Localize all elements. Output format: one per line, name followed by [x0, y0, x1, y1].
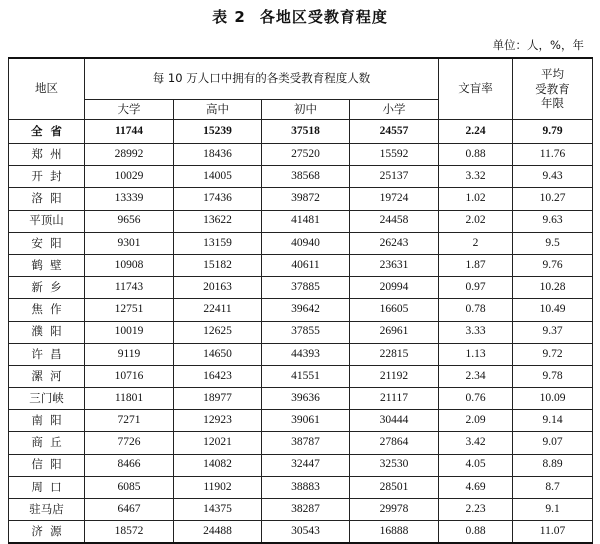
table-row [9, 166, 593, 188]
cell-university: 10716 [85, 365, 174, 387]
cell-average-years: 10.27 [513, 188, 593, 210]
cell-junior-high: 40611 [262, 254, 350, 276]
cell-average-years: 9.79 [513, 120, 593, 144]
cell-primary: 16605 [350, 299, 439, 321]
cell-junior-high: 39642 [262, 299, 350, 321]
cell-average-years: 10.09 [513, 388, 593, 410]
cell-region: 信 阳 [9, 454, 85, 476]
cell-average-years: 9.72 [513, 343, 593, 365]
cell-university: 6467 [85, 499, 174, 521]
header-population-per-100k: 每 10 万人口中拥有的各类受教育程度人数 [85, 58, 439, 100]
cell-junior-high: 40940 [262, 232, 350, 254]
cell-university: 12751 [85, 299, 174, 321]
cell-region: 鹤 壁 [9, 254, 85, 276]
table-row [9, 144, 593, 166]
cell-junior-high: 30543 [262, 521, 350, 544]
cell-region: 郑 州 [9, 144, 85, 166]
cell-junior-high: 37855 [262, 321, 350, 343]
cell-average-years: 11.76 [513, 144, 593, 166]
cell-high-school: 12021 [174, 432, 262, 454]
header-junior-high: 初中 [262, 100, 350, 120]
cell-junior-high: 38787 [262, 432, 350, 454]
cell-high-school: 13159 [174, 232, 262, 254]
cell-average-years: 9.63 [513, 210, 593, 232]
cell-university: 7271 [85, 410, 174, 432]
header-university: 大学 [85, 100, 174, 120]
cell-junior-high: 41481 [262, 210, 350, 232]
cell-university: 10908 [85, 254, 174, 276]
cell-illiteracy-rate: 3.32 [439, 166, 513, 188]
cell-junior-high: 38287 [262, 499, 350, 521]
cell-high-school: 13622 [174, 210, 262, 232]
cell-illiteracy-rate: 1.87 [439, 254, 513, 276]
cell-primary: 26243 [350, 232, 439, 254]
cell-region: 商 丘 [9, 432, 85, 454]
cell-illiteracy-rate: 0.97 [439, 277, 513, 299]
cell-average-years: 9.37 [513, 321, 593, 343]
cell-region: 焦 作 [9, 299, 85, 321]
cell-university: 18572 [85, 521, 174, 544]
cell-junior-high: 44393 [262, 343, 350, 365]
cell-primary: 22815 [350, 343, 439, 365]
cell-illiteracy-rate: 2.34 [439, 365, 513, 387]
cell-junior-high: 27520 [262, 144, 350, 166]
cell-illiteracy-rate: 2.02 [439, 210, 513, 232]
cell-junior-high: 37885 [262, 277, 350, 299]
cell-primary: 15592 [350, 144, 439, 166]
cell-average-years: 8.7 [513, 476, 593, 498]
cell-average-years: 10.49 [513, 299, 593, 321]
cell-region: 新 乡 [9, 277, 85, 299]
cell-primary: 32530 [350, 454, 439, 476]
cell-high-school: 14375 [174, 499, 262, 521]
cell-illiteracy-rate: 3.33 [439, 321, 513, 343]
cell-average-years: 10.28 [513, 277, 593, 299]
cell-university: 8466 [85, 454, 174, 476]
cell-illiteracy-rate: 2.23 [439, 499, 513, 521]
table-row [9, 343, 593, 365]
cell-primary: 28501 [350, 476, 439, 498]
cell-illiteracy-rate: 0.88 [439, 144, 513, 166]
table-row [9, 521, 593, 544]
cell-junior-high: 32447 [262, 454, 350, 476]
cell-junior-high: 38883 [262, 476, 350, 498]
header-region: 地区 [9, 58, 85, 120]
cell-junior-high: 41551 [262, 365, 350, 387]
cell-university: 13339 [85, 188, 174, 210]
cell-primary: 16888 [350, 521, 439, 544]
cell-university: 11801 [85, 388, 174, 410]
cell-high-school: 14650 [174, 343, 262, 365]
cell-region: 许 昌 [9, 343, 85, 365]
cell-illiteracy-rate: 4.69 [439, 476, 513, 498]
cell-primary: 21117 [350, 388, 439, 410]
table-row [9, 277, 593, 299]
unit-note: 单位：人，%，年 [492, 38, 584, 52]
cell-primary: 27864 [350, 432, 439, 454]
cell-high-school: 24488 [174, 521, 262, 544]
cell-region: 周 口 [9, 476, 85, 498]
cell-high-school: 16423 [174, 365, 262, 387]
table-row [9, 499, 593, 521]
table-title [0, 6, 600, 27]
cell-high-school: 14082 [174, 454, 262, 476]
cell-average-years: 9.76 [513, 254, 593, 276]
cell-primary: 24557 [350, 120, 439, 144]
cell-high-school: 22411 [174, 299, 262, 321]
cell-region: 济 源 [9, 521, 85, 544]
cell-university: 7726 [85, 432, 174, 454]
cell-junior-high: 39061 [262, 410, 350, 432]
cell-primary: 21192 [350, 365, 439, 387]
cell-high-school: 15182 [174, 254, 262, 276]
cell-region: 全省 [9, 120, 85, 144]
cell-high-school: 11902 [174, 476, 262, 498]
cell-high-school: 20163 [174, 277, 262, 299]
table-row [9, 454, 593, 476]
cell-high-school: 12923 [174, 410, 262, 432]
cell-average-years: 9.14 [513, 410, 593, 432]
cell-high-school: 12625 [174, 321, 262, 343]
cell-illiteracy-rate: 2.09 [439, 410, 513, 432]
cell-region: 平顶山 [9, 210, 85, 232]
cell-illiteracy-rate: 1.13 [439, 343, 513, 365]
cell-average-years: 9.1 [513, 499, 593, 521]
table-row [9, 410, 593, 432]
cell-junior-high: 39636 [262, 388, 350, 410]
cell-junior-high: 37518 [262, 120, 350, 144]
cell-primary: 24458 [350, 210, 439, 232]
cell-primary: 20994 [350, 277, 439, 299]
table-row [9, 188, 593, 210]
header-years-line: 平均 [541, 67, 565, 82]
cell-region: 驻马店 [9, 499, 85, 521]
cell-university: 10029 [85, 166, 174, 188]
cell-average-years: 9.78 [513, 365, 593, 387]
cell-illiteracy-rate: 4.05 [439, 454, 513, 476]
cell-illiteracy-rate: 1.02 [439, 188, 513, 210]
cell-average-years: 9.43 [513, 166, 593, 188]
cell-average-years: 11.07 [513, 521, 593, 544]
cell-illiteracy-rate: 0.76 [439, 388, 513, 410]
cell-university: 11744 [85, 120, 174, 144]
table-row [9, 476, 593, 498]
table-row [9, 232, 593, 254]
header-primary: 小学 [350, 100, 439, 120]
table-row [9, 432, 593, 454]
cell-illiteracy-rate: 0.88 [439, 521, 513, 544]
table-row-total [9, 120, 593, 144]
cell-region: 开 封 [9, 166, 85, 188]
table-row [9, 321, 593, 343]
cell-university: 11743 [85, 277, 174, 299]
table-row [9, 254, 593, 276]
cell-region: 漯 河 [9, 365, 85, 387]
header-illiteracy-rate: 文盲率 [439, 58, 513, 120]
header-years-line: 受教育 [535, 81, 570, 96]
cell-primary: 29978 [350, 499, 439, 521]
cell-university: 28992 [85, 144, 174, 166]
header-years-line: 年限 [541, 96, 565, 111]
cell-high-school: 15239 [174, 120, 262, 144]
cell-university: 6085 [85, 476, 174, 498]
header-high-school: 高中 [174, 100, 262, 120]
cell-region: 安 阳 [9, 232, 85, 254]
cell-primary: 23631 [350, 254, 439, 276]
header-average-years [513, 58, 593, 120]
cell-high-school: 17436 [174, 188, 262, 210]
cell-primary: 30444 [350, 410, 439, 432]
cell-high-school: 18436 [174, 144, 262, 166]
cell-average-years: 8.89 [513, 454, 593, 476]
table-row [9, 210, 593, 232]
table-row [9, 388, 593, 410]
cell-illiteracy-rate: 2.24 [439, 120, 513, 144]
cell-high-school: 18977 [174, 388, 262, 410]
table-number: 表 2 [212, 8, 246, 26]
cell-university: 9301 [85, 232, 174, 254]
cell-university: 9119 [85, 343, 174, 365]
cell-region: 濮 阳 [9, 321, 85, 343]
table-row [9, 299, 593, 321]
cell-primary: 26961 [350, 321, 439, 343]
cell-primary: 19724 [350, 188, 439, 210]
cell-high-school: 14005 [174, 166, 262, 188]
cell-illiteracy-rate: 3.42 [439, 432, 513, 454]
cell-illiteracy-rate: 2 [439, 232, 513, 254]
cell-illiteracy-rate: 0.78 [439, 299, 513, 321]
cell-region: 南 阳 [9, 410, 85, 432]
cell-primary: 25137 [350, 166, 439, 188]
cell-average-years: 9.07 [513, 432, 593, 454]
cell-region: 三门峡 [9, 388, 85, 410]
cell-university: 10019 [85, 321, 174, 343]
cell-junior-high: 38568 [262, 166, 350, 188]
table-caption: 各地区受教育程度 [259, 8, 388, 26]
table-row [9, 365, 593, 387]
cell-junior-high: 39872 [262, 188, 350, 210]
cell-university: 9656 [85, 210, 174, 232]
cell-average-years: 9.5 [513, 232, 593, 254]
education-table [8, 57, 593, 544]
cell-region: 洛 阳 [9, 188, 85, 210]
